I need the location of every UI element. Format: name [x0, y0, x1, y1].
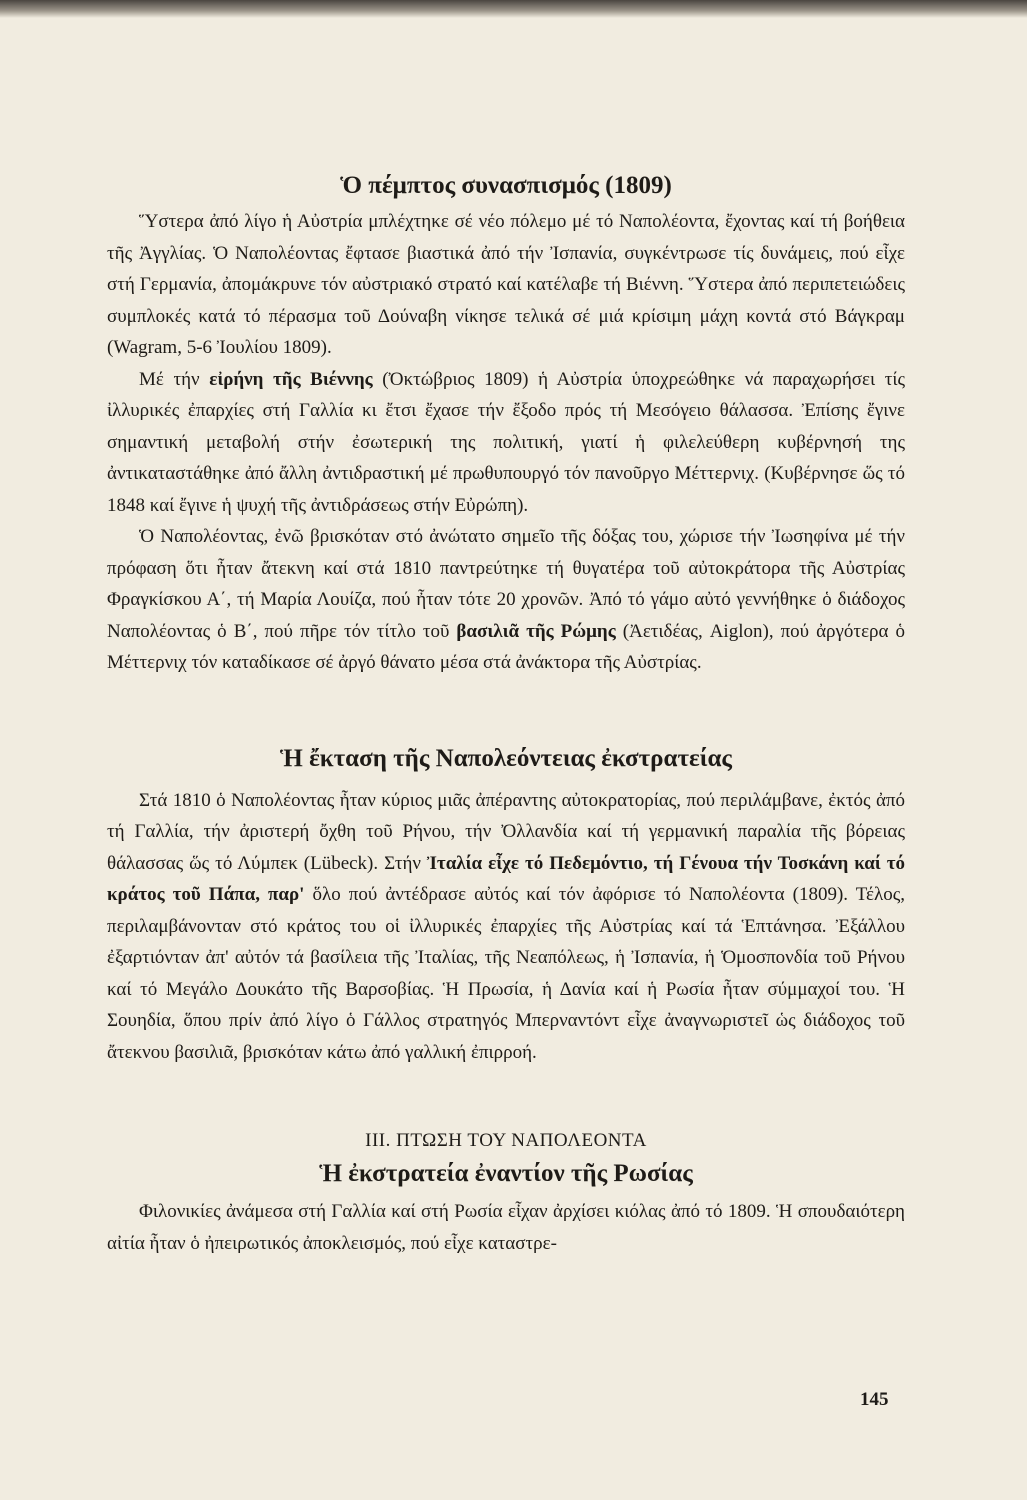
page-content — [107, 170, 905, 1259]
page-number: 145 — [860, 1389, 889, 1410]
part-title: ΙΙΙ. ΠΤΩΣΗ ΤΟΥ ΝΑΠΟΛΕΟΝΤΑ — [365, 1130, 647, 1151]
bold-term: εἰρήνη τῆς Βιέννης — [209, 368, 373, 390]
scan-edge-shadow — [0, 0, 1027, 18]
bold-term: Ἰταλία εἶχε τό Πεδεμόντιο, τή Γένουα τήν Τοσκάνη καί τό κράτος τοῦ Πάπα, παρ' — [107, 852, 905, 905]
paragraph: Στά 1810 ὁ Ναπολέοντας ἦταν κύριος μιᾶς ἀπέραντης αὐτοκρατορίας, πού περιλάμβανε, ἐκτός ἀπό τή Γαλλία, τήν ἀριστερή ὄχθη τοῦ Ρήνου, τήν Ὀλλανδία καί τή γερμανική παραλία τῆς βόρειας θάλασσας ὥς τό Λύμπεκ (Lübeck). Στήν Ἰταλία εἶχε τό Πεδεμόντιο, τή Γένουα τήν Τοσκάνη καί τό κράτος τοῦ Πάπα, παρ' ὅλο πού ἀντέδρασε αὐτός καί τόν ἀφόρισε τό Ναπολέοντα (1809). Τέλος, περιλαμβάνονταν στό κράτος του οἱ ἰλλυρικές ἐπαρχίες τῆς Αὐστρίας καί τά Ἑπτάνησα. Ἐξάλλου ἐξαρτιόνταν ἀπ' αὐτόν τά βασίλεια τῆς Ἰταλίας, τῆς Νεαπόλεως, ἡ Ἰσπανία, ἡ Ὁμοσπονδία τοῦ Ρήνου καί τό Μεγάλο Δουκάτο τῆς Βαρσοβίας. Ἡ Πρωσία, ἡ Δανία καί ἡ Ρωσία ἦταν σύμμαχοί του. Ἡ Σουηδία, ὅπου πρίν ἀπό λίγο ὁ Γάλλος στρατηγός Μπερναντόντ εἶχε ἀναγνωριστεῖ ὡς διάδοχος τοῦ ἄτεκνου βασιλιᾶ, βρισκόταν κάτω ἀπό γαλλική ἐπιρροή. — [107, 789, 905, 1063]
paragraph: Μέ τήν εἰρήνη τῆς Βιέννης (Ὀκτώβριος 1809) ἡ Αὐστρία ὑποχρεώθηκε νά παραχωρήσει τίς ἰλλυρικές ἐπαρχίες στή Γαλλία κι ἔτσι ἔχασε τήν ἔξοδο πρός τή Μεσόγειο θάλασσα. Ἐπίσης ἔγινε σημαντική μεταβολή στήν ἐσωτερική της πολιτική, γιατί ἡ φιλελεύθερη κυβέρνησή της ἀντικαταστάθηκε ἀπό ἄλλη ἀντιδραστική μέ πρωθυπουργό τόν πανοῦργο Μέττερνιχ. (Κυβέρνησε ὥς τό 1848 καί ἔγινε ἡ ψυχή τῆς ἀντιδράσεως στήν Εὐρώπη). — [107, 368, 905, 516]
section-heading-russian-campaign: Ἡ ἐκστρατεία ἐναντίον τῆς Ρωσίας — [319, 1160, 693, 1187]
section-heading-fifth-coalition: Ὁ πέμπτος συνασπισμός (1809) — [340, 172, 672, 199]
paragraph: Φιλονικίες ἀνάμεσα στή Γαλλία καί στή Ρωσία εἶχαν ἀρχίσει κιόλας ἀπό τό 1809. Ἡ σπουδαιότερη αἰτία ἦταν ὁ ἠπειρωτικός ἀποκλεισμός, πού εἶχε καταστρε- — [107, 1201, 905, 1254]
section-heading-empire-extent: Ἡ ἔκταση τῆς Ναπολεόντειας ἐκστρατείας — [280, 744, 732, 772]
paragraph: Ὕστερα ἀπό λίγο ἡ Αὐστρία μπλέχτηκε σέ νέο πόλεμο μέ τό Ναπολέοντα, ἔχοντας καί τή βοήθεια τῆς Ἀγγλίας. Ὁ Ναπολέοντας ἔφτασε βιαστικά ἀπό τήν Ἰσπανία, συγκέντρωσε τίς δυνάμεις, πού εἶχε στή Γερμανία, ἀπομάκρυνε τόν αὐστριακό στρατό καί κατέλαβε τή Βιέννη. Ὕστερα ἀπό περιπετειώδεις συμπλοκές κατά τό πέρασμα τοῦ Δούναβη νίκησε τελικά σέ μιά κρίσιμη μάχη κοντά στό Βάγκραμ (Wagram, 5-6 Ἰουλίου 1809). — [107, 211, 905, 358]
bold-term: βασιλιᾶ τῆς Ρώμης — [456, 620, 616, 642]
paragraph: Ὁ Ναπολέοντας, ἐνῶ βρισκόταν στό ἀνώτατο σημεῖο τῆς δόξας του, χώρισε τήν Ἰωσηφίνα μέ τήν πρόφαση ὅτι ἦταν ἄτεκνη καί στά 1810 παντρεύτηκε τή θυγατέρα τοῦ αὐτοκράτορα τῆς Αὐστρίας Φραγκίσκου Α΄, τή Μαρία Λουίζα, πού ἦταν τότε 20 χρονῶν. Ἀπό τό γάμο αὐτό γεννήθηκε ὁ διάδοχος Ναπολέοντας ὁ Β΄, πού πῆρε τόν τίτλο τοῦ βασιλιᾶ τῆς Ρώμης (Ἀετιδέας, Aiglon), πού ἀργότερα ὁ Μέττερνιχ τόν καταδίκασε σέ ἀργό θάνατο μέσα στά ἀνάκτορα τῆς Αὐστρίας. — [107, 526, 905, 673]
